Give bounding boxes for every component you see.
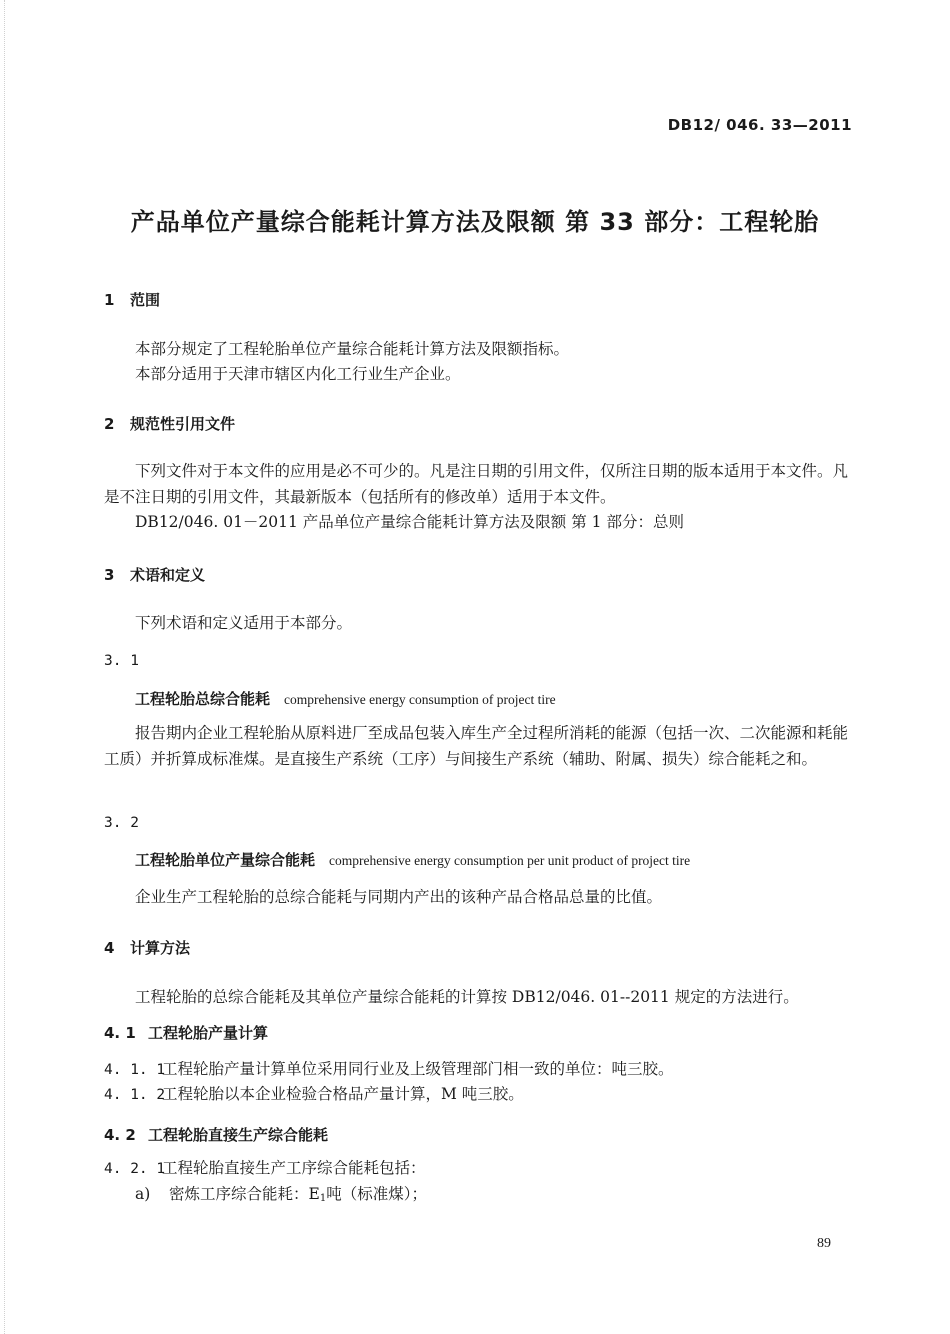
section-4-heading [104, 937, 190, 958]
clause-number: 3. 2 [104, 815, 139, 831]
section-number: 3 [104, 566, 115, 584]
section-number: 2 [104, 415, 115, 433]
clause-4-2-1 [104, 1155, 426, 1182]
clause-text: 工程轮胎直接生产工序综合能耗包括： [162, 1159, 426, 1177]
clause-number: 4. 2. 1 [104, 1161, 166, 1177]
clause-4-1-1 [104, 1056, 674, 1083]
subsection-4-2-heading [104, 1124, 328, 1145]
subscript: 1 [319, 1193, 327, 1204]
list-item-label: a) [135, 1185, 151, 1203]
normative-reference: DB12/046. 01－2011 产品单位产量综合能耗计算方法及限额 第 1 部分：总则 [135, 513, 684, 531]
section-title: 术语和定义 [130, 566, 206, 584]
page-number: 89 [817, 1236, 831, 1251]
section-title: 范围 [130, 291, 161, 309]
standard-code: DB12/ 046. 33—2011 [667, 116, 852, 134]
section-title: 工程轮胎直接生产综合能耗 [148, 1126, 329, 1144]
clause-4-1-2 [104, 1081, 524, 1108]
term-english: comprehensive energy consumption of project tire [284, 692, 556, 707]
term-3-2 [135, 849, 690, 870]
section-number: 4. 2 [104, 1126, 136, 1144]
clause-number: 4. 1. 2 [104, 1087, 166, 1103]
list-item-text: 密炼工序综合能耗：E [169, 1185, 320, 1203]
term-definition: 企业生产工程轮胎的总综合能耗与同期内产出的该种产品合格品总量的比值。 [135, 888, 663, 906]
section-number: 4. 1 [104, 1024, 136, 1042]
term-english: comprehensive energy consumption per unit product of project tire [329, 853, 691, 868]
list-item-text-end: 吨（标准煤）； [326, 1185, 427, 1203]
document-title: 产品单位产量综合能耗计算方法及限额 第 33 部分：工程轮胎 [130, 208, 820, 236]
term-chinese: 工程轮胎单位产量综合能耗 [135, 851, 316, 869]
section-title: 工程轮胎产量计算 [148, 1024, 269, 1042]
term-definition: 报告期内企业工程轮胎从原料进厂至成品包装入库生产全过程所消耗的能源（包括一次、二次能源和耗能工质）并折算成标准煤。是直接生产系统（工序）与间接生产系统（辅助、附属、损失）综合能耗之和。 [104, 724, 849, 768]
clause-text: 工程轮胎以本企业检验合格品产量计算，M 吨三胶。 [162, 1085, 524, 1103]
section-3-heading [104, 564, 205, 585]
list-item-a [135, 1181, 427, 1212]
term-chinese: 工程轮胎总综合能耗 [135, 690, 271, 708]
clause-text: 工程轮胎产量计算单位采用同行业及上级管理部门相一致的单位：吨三胶。 [162, 1060, 674, 1078]
subsection-4-1-heading [104, 1022, 268, 1043]
clause-number: 4. 1. 1 [104, 1062, 166, 1078]
section-2-heading [104, 413, 235, 434]
section-title: 计算方法 [130, 939, 191, 957]
paragraph: 本部分适用于天津市辖区内化工行业生产企业。 [135, 365, 461, 383]
clause-number: 3. 1 [104, 653, 139, 669]
term-3-1 [135, 688, 556, 709]
section-number: 4 [104, 939, 115, 957]
section-1-heading [104, 289, 160, 310]
paragraph: 下列术语和定义适用于本部分。 [135, 614, 353, 632]
paragraph: 本部分规定了工程轮胎单位产量综合能耗计算方法及限额指标。 [135, 340, 570, 358]
scan-edge [0, 0, 5, 1334]
section-title: 规范性引用文件 [130, 415, 236, 433]
paragraph: 工程轮胎的总综合能耗及其单位产量综合能耗的计算按 DB12/046. 01--2011 规定的方法进行。 [135, 988, 799, 1006]
paragraph: 下列文件对于本文件的应用是必不可少的。凡是注日期的引用文件，仅所注日期的版本适用于本文件。凡是不注日期的引用文件，其最新版本（包括所有的修改单）适用于本文件。 [104, 462, 849, 506]
section-number: 1 [104, 291, 115, 309]
